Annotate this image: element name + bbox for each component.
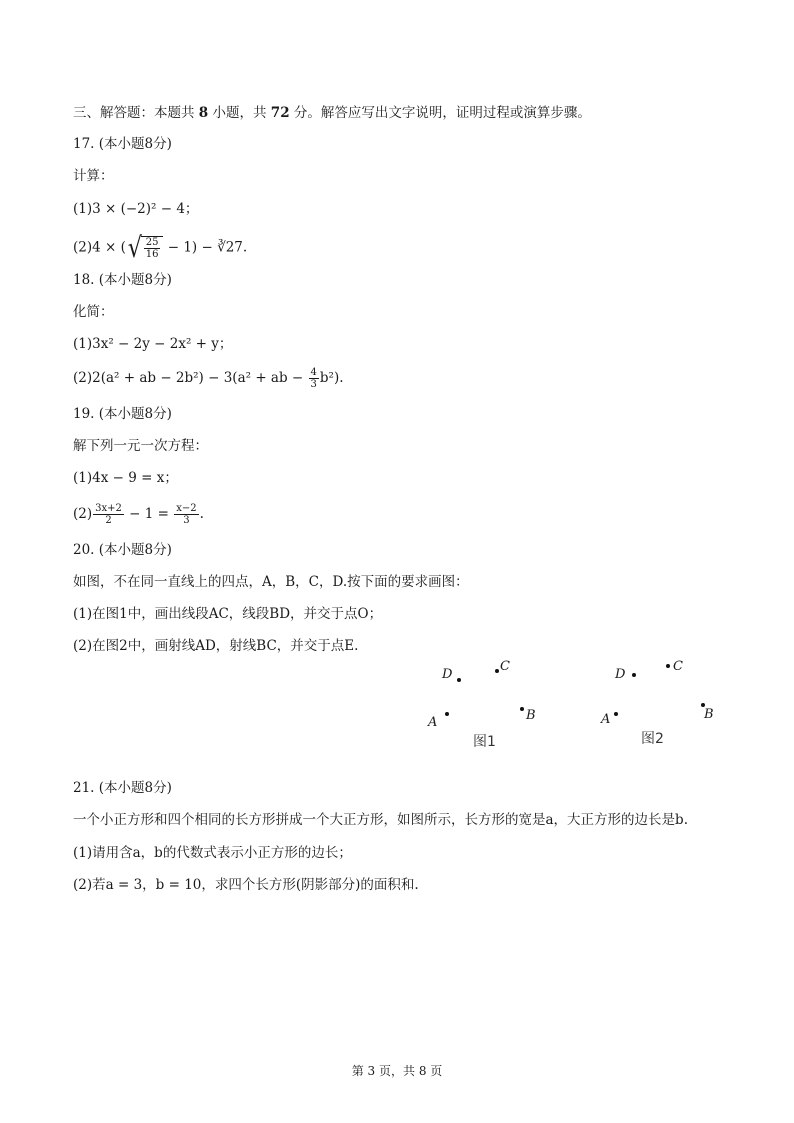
q17-part2: (2)4 × (√ $\frac{25}{16}$ − 1) − ∛27. <box>73 231 248 264</box>
section-title: 三、解答题：本题共 8 小题，共 72 分。解答应写出文字说明，证明过程或演算步骤。 <box>73 105 591 121</box>
fraction: $\frac{3x+2}{2}$ <box>95 503 122 526</box>
point-label-d: D <box>442 667 453 682</box>
point-label-b: B <box>526 708 536 723</box>
figure-2 <box>596 655 726 750</box>
point-label-d: D <box>615 667 626 682</box>
point-label-a: A <box>428 715 438 730</box>
q18-part1: (1)3x² − 2y − 2x² + y； <box>73 336 233 352</box>
point-d <box>457 678 461 682</box>
q21-part1: (1)请用含a，b的代数式表示小正方形的边长； <box>73 845 352 861</box>
point-d <box>632 673 636 677</box>
point-c <box>666 664 670 668</box>
q21-part2: (2)若a = 3，b = 10，求四个长方形(阴影部分)的面积和. <box>73 877 419 893</box>
page-footer: 第 3 页，共 8 页 <box>351 1064 443 1078</box>
figure-2-caption: 图2 <box>641 731 664 747</box>
q19-part1: (1)4x − 9 = x； <box>73 470 178 486</box>
q19-part2: (2) $\frac{3x+2}{2}$ − 1 = $\frac{x-2}{3}$ . <box>73 503 204 526</box>
q18-instruction: 化简： <box>73 304 114 320</box>
point-a <box>445 712 449 716</box>
q18-part2: (2)2(a² + ab − 2b²) − 3(a² + ab − $\frac{4}{3}$ b²). <box>73 367 344 390</box>
figure-1-caption: 图1 <box>473 734 496 750</box>
q17-part1: (1)3 × (−2)² − 4； <box>73 201 199 217</box>
q20-header: 20. (本小题8分) <box>73 542 172 558</box>
fraction: $\frac{25}{16}$ <box>145 237 159 260</box>
q18-header: 18. (本小题8分) <box>73 272 172 288</box>
point-label-c: C <box>500 659 510 674</box>
q21-header: 21. (本小题8分) <box>73 780 172 796</box>
figure-1 <box>420 655 560 750</box>
q21-intro: 一个小正方形和四个相同的长方形拼成一个大正方形，如图所示，长方形的宽是a，大正方形的边长是b. <box>73 812 688 828</box>
point-b <box>520 707 524 711</box>
q20-intro: 如图，不在同一直线上的四点，A，B，C，D.按下面的要求画图： <box>73 574 469 590</box>
point-a <box>614 712 618 716</box>
q17-header: 17. (本小题8分) <box>73 136 172 152</box>
fraction: $\frac{4}{3}$ <box>310 367 317 390</box>
q19-header: 19. (本小题8分) <box>73 406 172 422</box>
fraction: $\frac{x-2}{3}$ <box>176 503 197 526</box>
point-label-a: A <box>601 712 611 727</box>
point-c <box>495 669 499 673</box>
point-label-b: B <box>704 707 714 722</box>
point-label-c: C <box>673 659 683 674</box>
q20-part1: (1)在图1中，画出线段AC，线段BD，并交于点O； <box>73 606 383 622</box>
q17-instruction: 计算： <box>73 168 114 184</box>
q20-part2: (2)在图2中，画射线AD，射线BC，并交于点E. <box>73 638 359 654</box>
q19-instruction: 解下列一元一次方程： <box>73 438 208 454</box>
sqrt-expression: √ $\frac{25}{16}$ <box>126 234 164 262</box>
